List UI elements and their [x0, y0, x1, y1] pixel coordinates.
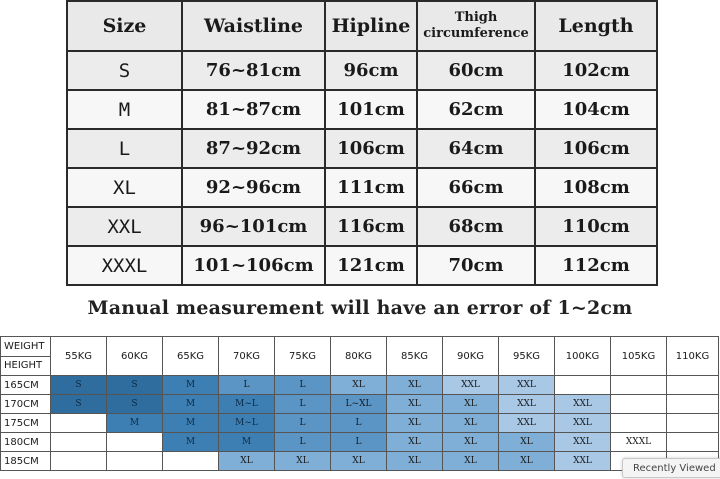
size-recommendation-cell: XL — [387, 452, 443, 471]
size-recommendation-cell: M~L — [219, 395, 275, 414]
size-recommendation-cell — [667, 414, 719, 433]
weight-header: 95KG — [499, 337, 555, 376]
size-recommendation-cell — [667, 395, 719, 414]
size-recommendation-cell: XL — [275, 452, 331, 471]
size-recommendation-cell: S — [51, 376, 107, 395]
weight-header: 105KG — [611, 337, 667, 376]
weight-header: 85KG — [387, 337, 443, 376]
size-recommendation-cell: XXL — [555, 433, 611, 452]
size-cell-size: XXL — [67, 207, 182, 246]
size-cell-length: 104cm — [535, 90, 657, 129]
size-cell-hipline: 101cm — [325, 90, 417, 129]
size-recommendation-cell: S — [107, 395, 163, 414]
size-recommendation-cell: XL — [499, 452, 555, 471]
height-label: 165CM — [1, 376, 51, 395]
size-recommendation-cell: L — [331, 433, 387, 452]
size-recommendation-cell: XXL — [443, 376, 499, 395]
size-recommendation-cell: M~L — [219, 414, 275, 433]
size-cell-thigh: 70cm — [417, 246, 535, 285]
size-recommendation-cell: XL — [499, 433, 555, 452]
header-waistline: Waistline — [182, 1, 325, 51]
size-recommendation-cell — [107, 452, 163, 471]
size-cell-thigh: 64cm — [417, 129, 535, 168]
size-cell-size: M — [67, 90, 182, 129]
size-cell-size: L — [67, 129, 182, 168]
size-recommendation-cell — [51, 414, 107, 433]
height-label: 185CM — [1, 452, 51, 471]
size-cell-hipline: 116cm — [325, 207, 417, 246]
measurement-note: Manual measurement will have an error of 1~2cm — [87, 297, 633, 319]
size-recommendation-cell — [51, 433, 107, 452]
weight-header: 100KG — [555, 337, 611, 376]
size-recommendation-cell: L — [275, 433, 331, 452]
size-recommendation-cell: L — [275, 395, 331, 414]
height-row — [1, 414, 719, 433]
size-recommendation-cell — [667, 376, 719, 395]
size-cell-waistline: 81~87cm — [182, 90, 325, 129]
size-recommendation-cell — [163, 452, 219, 471]
size-cell-thigh: 60cm — [417, 51, 535, 90]
size-cell-hipline: 111cm — [325, 168, 417, 207]
size-recommendation-cell: XL — [387, 395, 443, 414]
weight-height-chart — [0, 336, 719, 471]
header-length: Length — [535, 1, 657, 51]
corner-cell — [1, 337, 51, 376]
size-recommendation-cell: XL — [387, 433, 443, 452]
size-cell-length: 112cm — [535, 246, 657, 285]
weight-header: 65KG — [163, 337, 219, 376]
corner-weight-label: WEIGHT — [1, 338, 50, 357]
size-row — [67, 90, 657, 129]
weight-header-row — [1, 337, 719, 376]
size-recommendation-cell — [667, 433, 719, 452]
size-recommendation-cell: XXL — [499, 376, 555, 395]
size-recommendation-cell — [611, 395, 667, 414]
size-table-body — [67, 51, 657, 285]
size-row — [67, 51, 657, 90]
size-cell-thigh: 62cm — [417, 90, 535, 129]
height-label: 170CM — [1, 395, 51, 414]
size-recommendation-cell: L — [331, 414, 387, 433]
size-recommendation-cell: M — [163, 395, 219, 414]
size-recommendation-cell: XXL — [555, 395, 611, 414]
size-row — [67, 207, 657, 246]
size-cell-thigh: 66cm — [417, 168, 535, 207]
size-row — [67, 246, 657, 285]
size-recommendation-cell: L — [219, 376, 275, 395]
size-table-header-row — [67, 1, 657, 51]
size-recommendation-cell: XL — [443, 395, 499, 414]
header-hipline: Hipline — [325, 1, 417, 51]
size-cell-length: 102cm — [535, 51, 657, 90]
size-recommendation-cell: XXL — [499, 414, 555, 433]
size-recommendation-cell: S — [51, 395, 107, 414]
header-circumference: circumference — [423, 26, 529, 41]
size-cell-waistline: 96~101cm — [182, 207, 325, 246]
size-cell-hipline: 121cm — [325, 246, 417, 285]
size-recommendation-cell: XL — [331, 452, 387, 471]
size-recommendation-cell: XXXL — [611, 433, 667, 452]
weight-header: 60KG — [107, 337, 163, 376]
size-recommendation-cell: M — [163, 433, 219, 452]
size-cell-thigh: 68cm — [417, 207, 535, 246]
size-recommendation-cell: XL — [219, 452, 275, 471]
size-recommendation-cell: XL — [387, 376, 443, 395]
size-cell-size: XL — [67, 168, 182, 207]
size-recommendation-cell: XL — [443, 433, 499, 452]
size-recommendation-cell — [51, 452, 107, 471]
recently-viewed-tab[interactable]: Recently Viewed — [622, 458, 720, 478]
size-row — [67, 129, 657, 168]
size-recommendation-cell: M — [107, 414, 163, 433]
size-cell-waistline: 76~81cm — [182, 51, 325, 90]
size-cell-hipline: 106cm — [325, 129, 417, 168]
weight-header: 110KG — [667, 337, 719, 376]
size-recommendation-cell: M — [219, 433, 275, 452]
size-recommendation-cell — [611, 376, 667, 395]
weight-header: 75KG — [275, 337, 331, 376]
height-row — [1, 376, 719, 395]
size-recommendation-cell: S — [107, 376, 163, 395]
size-table — [66, 0, 658, 286]
size-recommendation-cell — [611, 414, 667, 433]
size-recommendation-cell: XL — [443, 414, 499, 433]
size-recommendation-cell: XXL — [499, 395, 555, 414]
size-cell-length: 108cm — [535, 168, 657, 207]
size-row — [67, 168, 657, 207]
size-cell-hipline: 96cm — [325, 51, 417, 90]
size-cell-length: 106cm — [535, 129, 657, 168]
size-recommendation-cell — [107, 433, 163, 452]
weight-height-body — [1, 337, 719, 471]
size-cell-waistline: 101~106cm — [182, 246, 325, 285]
size-cell-size: XXXL — [67, 246, 182, 285]
header-thigh-circumference — [417, 1, 535, 51]
size-cell-waistline: 92~96cm — [182, 168, 325, 207]
size-recommendation-cell: L — [275, 376, 331, 395]
size-recommendation-cell: XL — [387, 414, 443, 433]
height-row — [1, 433, 719, 452]
header-thigh: Thigh — [454, 10, 498, 25]
header-size: Size — [67, 1, 182, 51]
height-row — [1, 395, 719, 414]
size-recommendation-cell: XXL — [555, 452, 611, 471]
size-recommendation-cell: M — [163, 376, 219, 395]
weight-header: 70KG — [219, 337, 275, 376]
size-recommendation-cell: L~XL — [331, 395, 387, 414]
size-recommendation-cell — [555, 376, 611, 395]
size-recommendation-cell: M — [163, 414, 219, 433]
height-row — [1, 452, 719, 471]
weight-header: 90KG — [443, 337, 499, 376]
weight-header: 80KG — [331, 337, 387, 376]
size-recommendation-cell: L — [275, 414, 331, 433]
size-cell-waistline: 87~92cm — [182, 129, 325, 168]
size-recommendation-cell: XL — [443, 452, 499, 471]
size-cell-length: 110cm — [535, 207, 657, 246]
size-cell-size: S — [67, 51, 182, 90]
weight-header: 55KG — [51, 337, 107, 376]
size-recommendation-cell: XXL — [555, 414, 611, 433]
height-label: 175CM — [1, 414, 51, 433]
size-recommendation-cell: XL — [331, 376, 387, 395]
height-label: 180CM — [1, 433, 51, 452]
corner-height-label: HEIGHT — [4, 359, 43, 371]
